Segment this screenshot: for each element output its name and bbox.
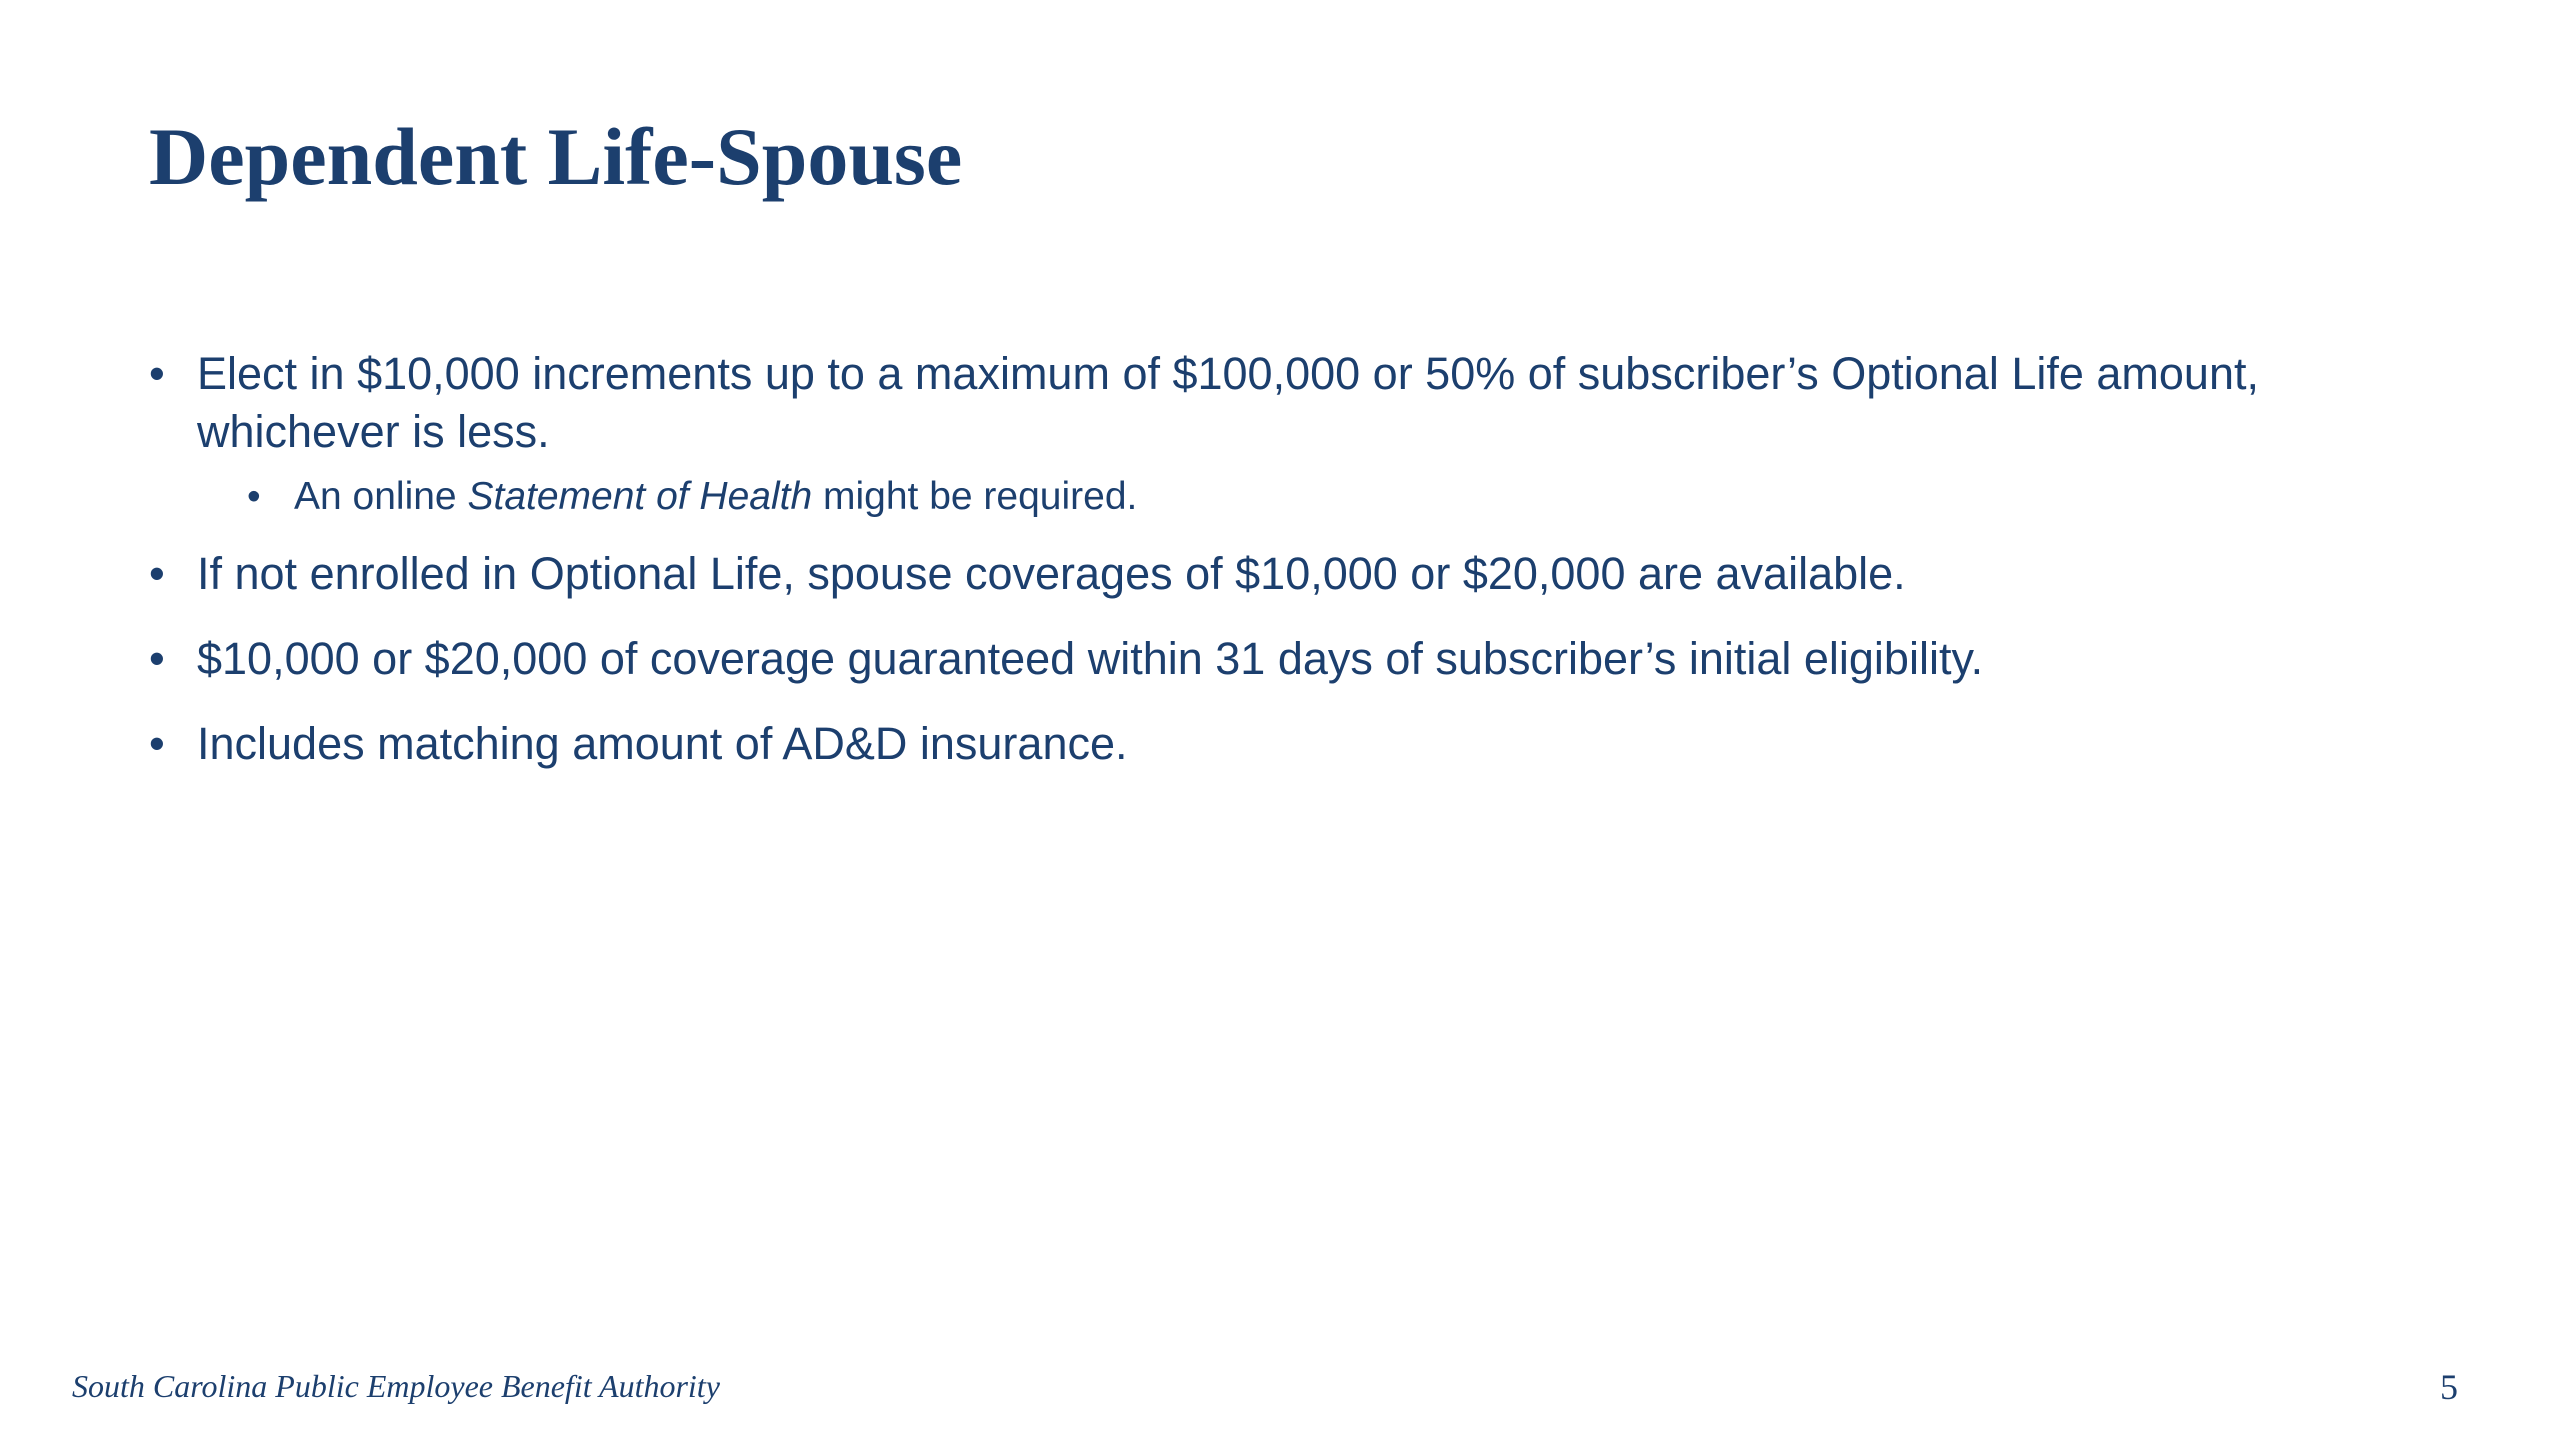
bullet-item-3 [149, 630, 2399, 688]
sub-bullet-marker: • [247, 475, 261, 518]
bullet-marker: • [149, 718, 165, 769]
bullet-text: $10,000 or $20,000 of coverage guaranteed within 31 days of subscriber’s initial eligibility. [197, 633, 1984, 684]
bullet-item-4 [149, 715, 2399, 773]
sub-bullet-item [149, 472, 2399, 522]
bullet-marker: • [149, 548, 165, 599]
sub-bullet-suffix: might be required. [812, 475, 1138, 518]
bullet-text: Includes matching amount of AD&D insurance. [197, 718, 1128, 769]
bullet-text: If not enrolled in Optional Life, spouse coverages of $10,000 or $20,000 are available. [197, 548, 1906, 599]
footer-organization: South Carolina Public Employee Benefit Authority [72, 1368, 720, 1404]
page-number: 5 [2440, 1367, 2458, 1407]
bullet-item-1 [149, 345, 2399, 461]
sub-bullet-prefix: An online [294, 475, 468, 518]
slide-title: Dependent Life-Spouse [149, 111, 963, 202]
sub-bullet-italic-term: Statement of Health [467, 475, 813, 518]
bullet-marker: • [149, 348, 165, 399]
bullet-item-2 [149, 545, 2399, 603]
bullet-marker: • [149, 633, 165, 684]
bullet-text: Elect in $10,000 increments up to a maximum of $100,000 or 50% of subscriber’s Optional Life amount, whichever is less. [197, 348, 2259, 457]
bullet-list [149, 345, 2399, 800]
